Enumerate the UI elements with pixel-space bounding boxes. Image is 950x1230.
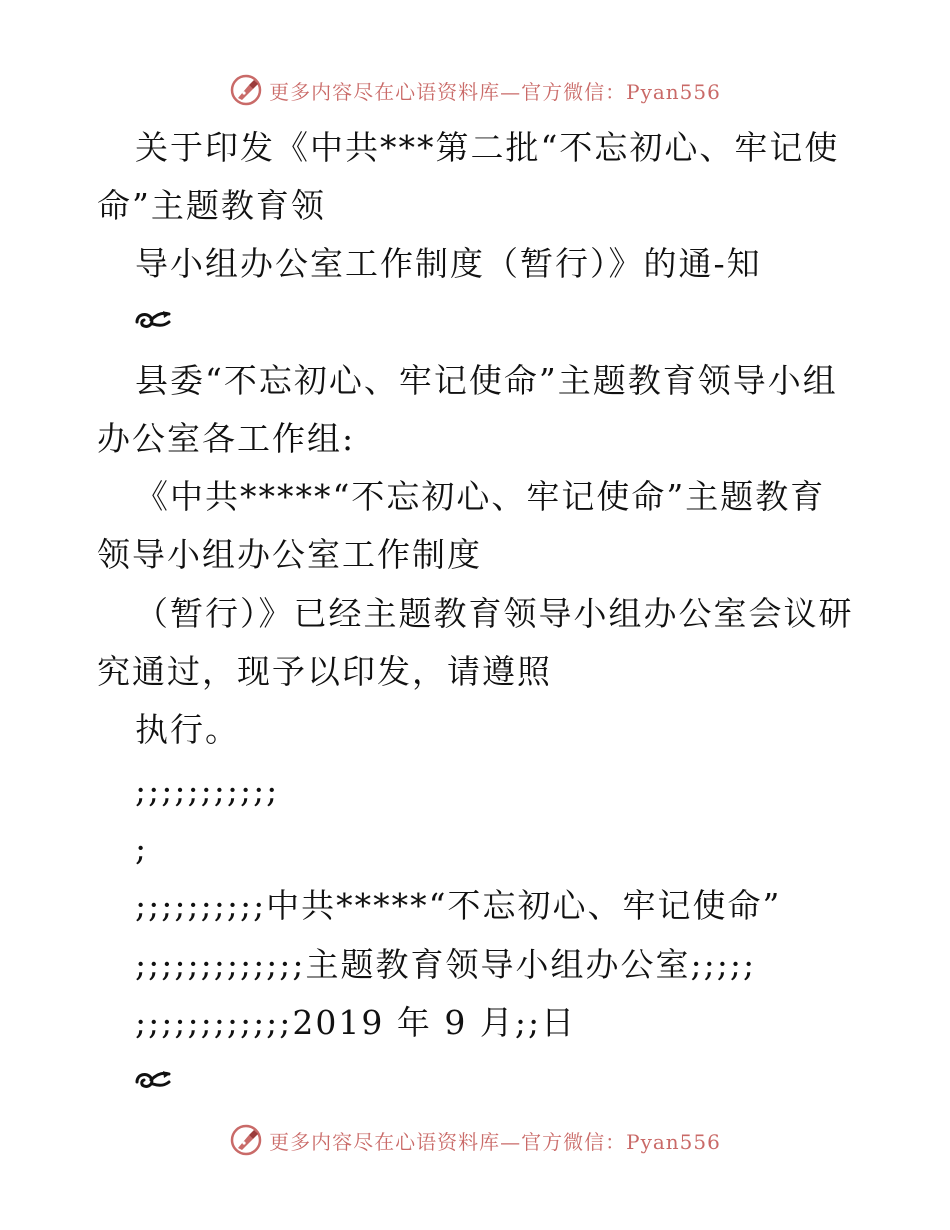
fleuron-icon (133, 1068, 173, 1094)
body-paragraph-1-line-2: 领导小组办公室工作制度 (97, 535, 482, 574)
watermark-header (0, 70, 950, 110)
body-paragraph-1-line-1: 《中共*****“不忘初心、牢记使命”主题教育 (135, 477, 826, 516)
signature-date: ;;;;;;;;;;;;2019 年 9 月;;日 (135, 1003, 577, 1042)
body-paragraph-2-line-2: 究通过，现予以印发，请遵照 (97, 652, 552, 691)
addressee-line-1: 县委“不忘初心、牢记使命”主题教育领导小组 (135, 361, 838, 400)
signature-line-1: ;;;;;;;;;;; (135, 771, 280, 810)
body-paragraph-3-line-1: 执行。 (135, 710, 240, 749)
body-paragraph-2-line-1: （暂行）》已经主题教育领导小组办公室会议研 (135, 594, 854, 633)
pen-nib-logo-icon (229, 1123, 263, 1157)
watermark-footer (0, 1120, 950, 1160)
watermark-text: 更多内容尽在心语资料库—官方微信：Pyan556 (269, 79, 721, 104)
pen-nib-logo-icon (229, 73, 263, 107)
addressee-line-2: 办公室各工作组: (97, 419, 356, 458)
signature-org-line-2: ;;;;;;;;;;;;;主题教育领导小组办公室;;;;; (135, 945, 757, 984)
signature-line-2: ; (135, 829, 149, 868)
signature-org-line-1: ;;;;;;;;;;中共*****“不忘初心、牢记使命” (135, 886, 782, 925)
document-title-line-1: 关于印发《中共***第二批“不忘初心、牢记使 (135, 128, 840, 167)
fleuron-icon (133, 308, 173, 334)
watermark-text: 更多内容尽在心语资料库—官方微信：Pyan556 (269, 1129, 721, 1154)
document-title-line-2: 命”主题教育领 (97, 186, 326, 225)
document-title-line-3: 导小组办公室工作制度（暂行）》的通-知 (135, 244, 762, 283)
